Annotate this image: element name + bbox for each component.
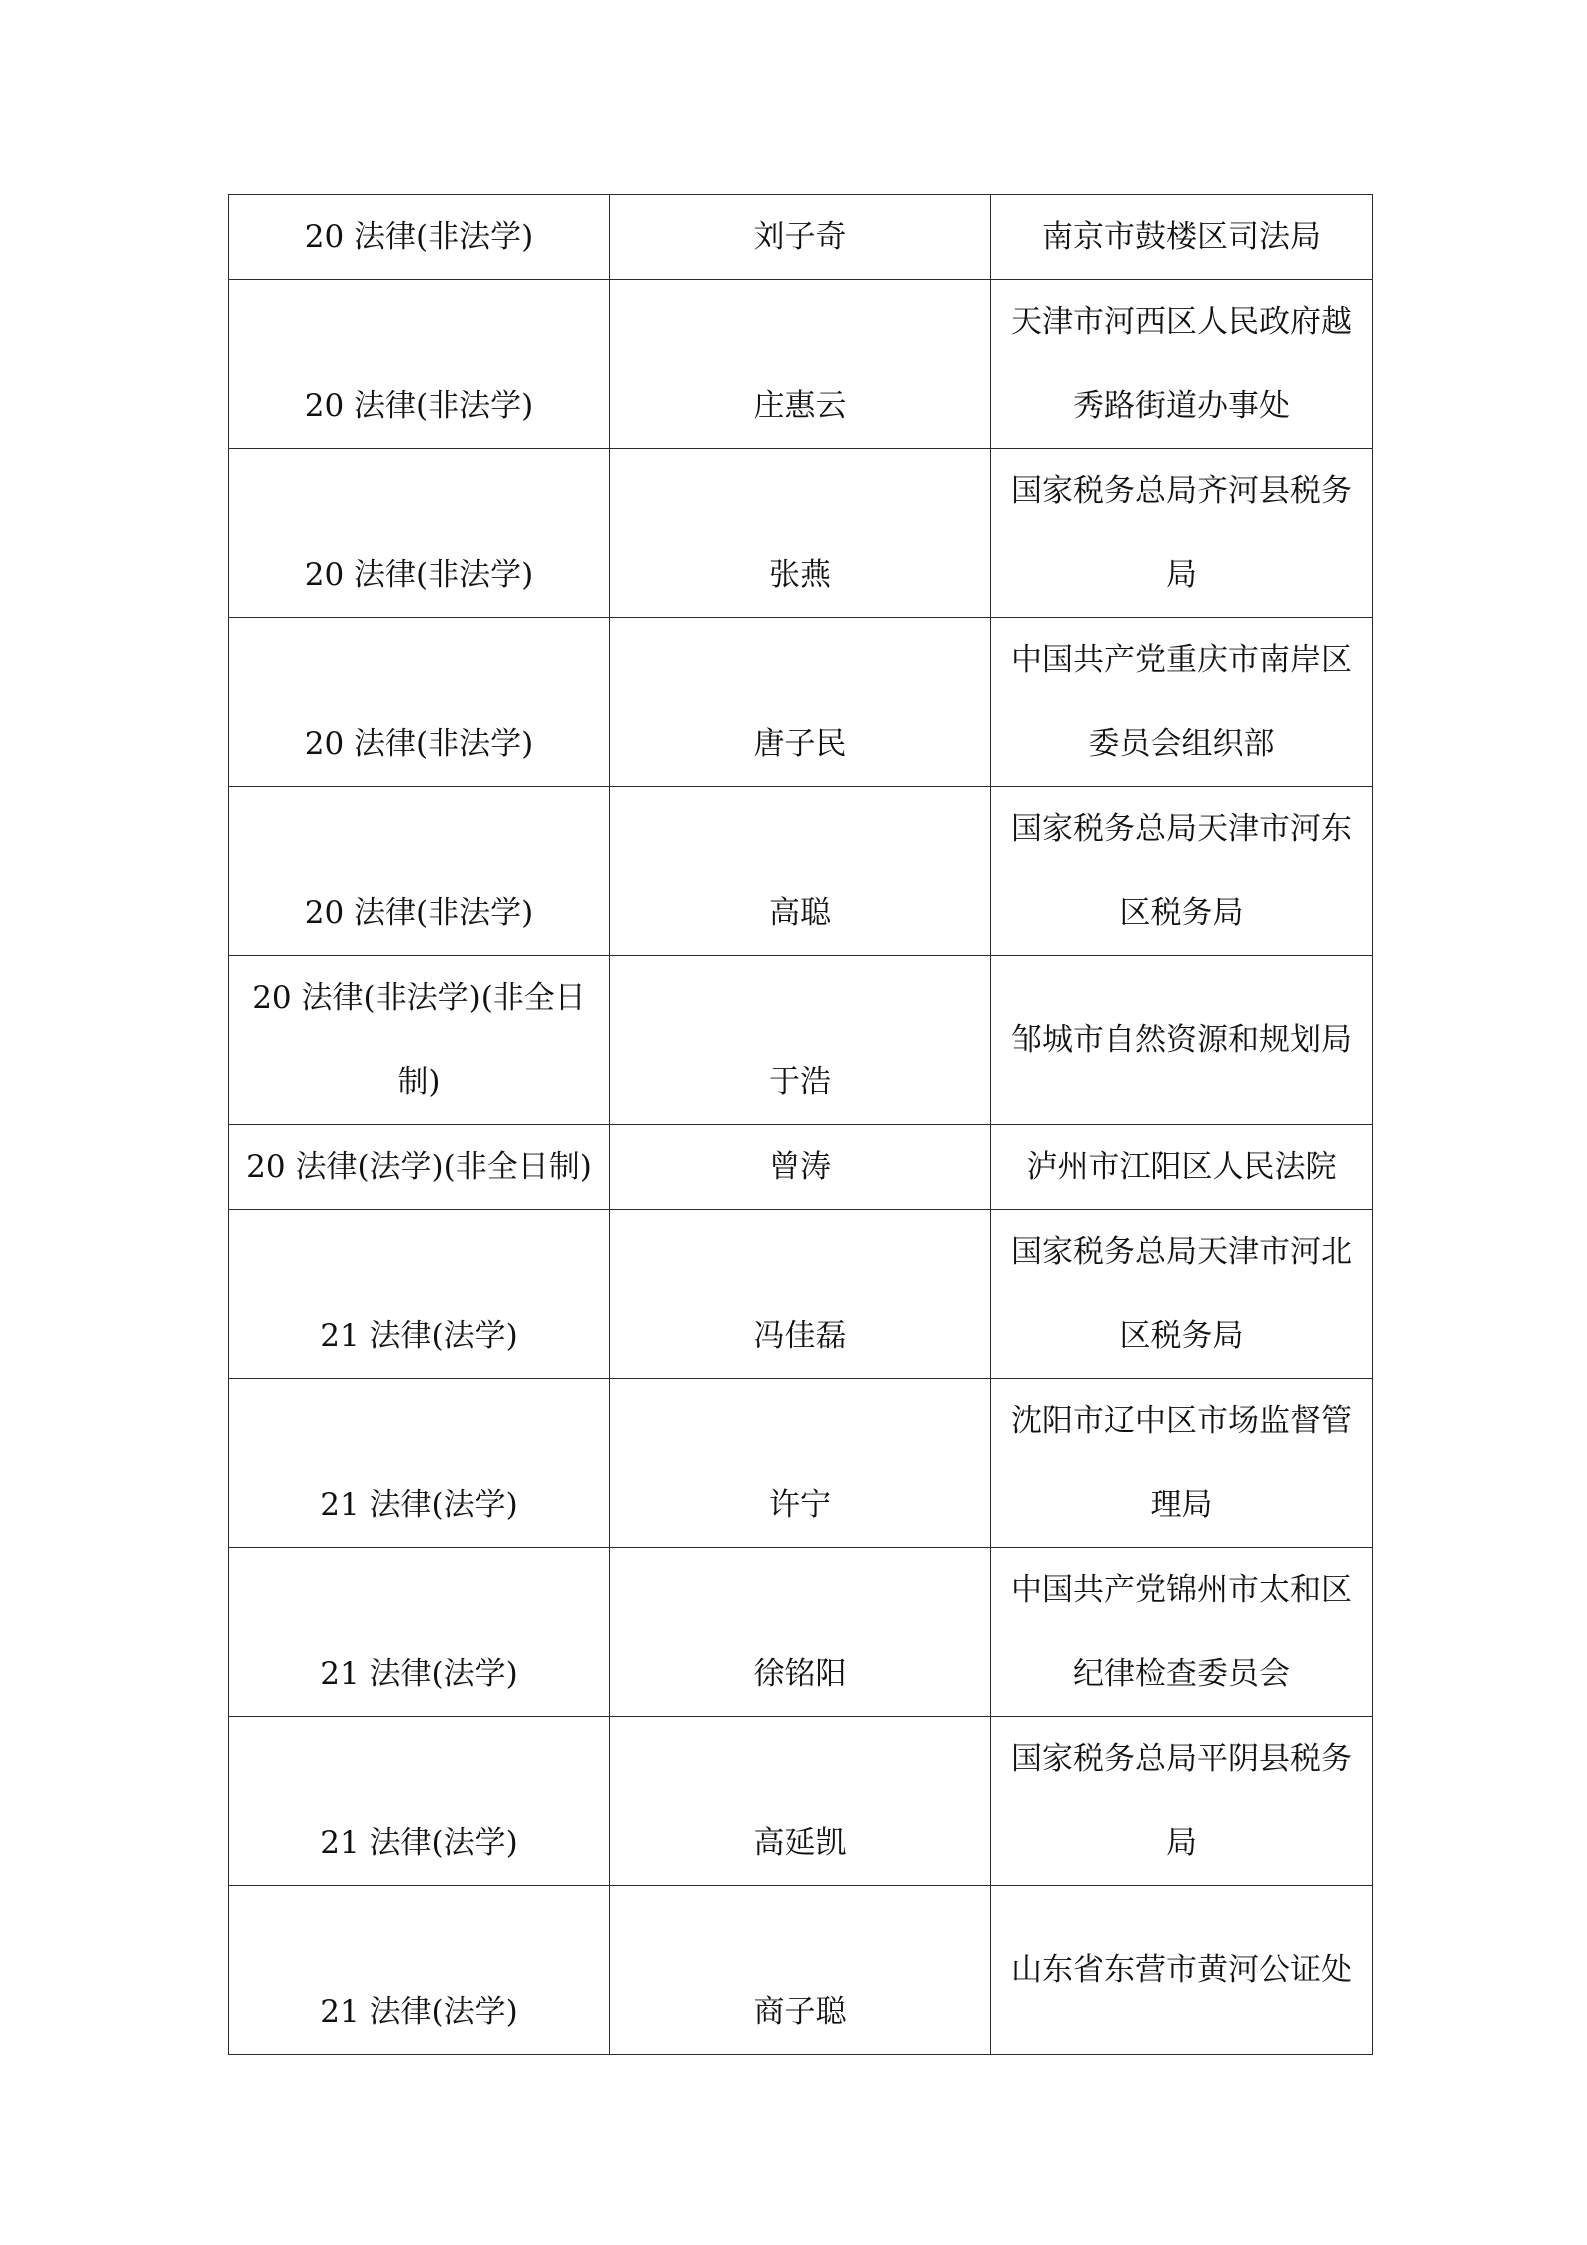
roster-table-body bbox=[229, 195, 1373, 2055]
table-row bbox=[229, 449, 1373, 618]
table-row bbox=[229, 956, 1373, 1125]
roster-table bbox=[228, 194, 1373, 2055]
class-cell: 20 法律(非法学) bbox=[229, 195, 610, 280]
name-cell: 高聪 bbox=[610, 787, 991, 956]
name-cell: 徐铭阳 bbox=[610, 1548, 991, 1717]
table-row bbox=[229, 1379, 1373, 1548]
unit-cell: 中国共产党锦州市太和区纪律检查委员会 bbox=[991, 1548, 1373, 1717]
class-cell: 20 法律(非法学) bbox=[229, 787, 610, 956]
table-row bbox=[229, 1210, 1373, 1379]
name-cell: 张燕 bbox=[610, 449, 991, 618]
unit-cell: 山东省东营市黄河公证处 bbox=[991, 1886, 1373, 2055]
unit-cell: 国家税务总局齐河县税务局 bbox=[991, 449, 1373, 618]
unit-cell: 沈阳市辽中区市场监督管理局 bbox=[991, 1379, 1373, 1548]
class-cell: 20 法律(法学)(非全日制) bbox=[229, 1125, 610, 1210]
unit-cell: 南京市鼓楼区司法局 bbox=[991, 195, 1373, 280]
unit-cell: 国家税务总局平阴县税务局 bbox=[991, 1717, 1373, 1886]
class-cell: 21 法律(法学) bbox=[229, 1886, 610, 2055]
unit-cell: 中国共产党重庆市南岸区委员会组织部 bbox=[991, 618, 1373, 787]
class-cell: 20 法律(非法学) bbox=[229, 449, 610, 618]
table-row bbox=[229, 280, 1373, 449]
table-row bbox=[229, 1125, 1373, 1210]
name-cell: 高延凯 bbox=[610, 1717, 991, 1886]
table-row bbox=[229, 1886, 1373, 2055]
name-cell: 曾涛 bbox=[610, 1125, 991, 1210]
class-cell: 20 法律(非法学)(非全日制) bbox=[229, 956, 610, 1125]
table-row bbox=[229, 787, 1373, 956]
unit-cell: 泸州市江阳区人民法院 bbox=[991, 1125, 1373, 1210]
unit-cell: 国家税务总局天津市河东区税务局 bbox=[991, 787, 1373, 956]
table-row bbox=[229, 1548, 1373, 1717]
class-cell: 21 法律(法学) bbox=[229, 1210, 610, 1379]
class-cell: 21 法律(法学) bbox=[229, 1548, 610, 1717]
unit-cell: 天津市河西区人民政府越秀路街道办事处 bbox=[991, 280, 1373, 449]
name-cell: 冯佳磊 bbox=[610, 1210, 991, 1379]
unit-cell: 国家税务总局天津市河北区税务局 bbox=[991, 1210, 1373, 1379]
class-cell: 21 法律(法学) bbox=[229, 1717, 610, 1886]
class-cell: 21 法律(法学) bbox=[229, 1379, 610, 1548]
table-row bbox=[229, 618, 1373, 787]
name-cell: 商子聪 bbox=[610, 1886, 991, 2055]
name-cell: 许宁 bbox=[610, 1379, 991, 1548]
unit-cell: 邹城市自然资源和规划局 bbox=[991, 956, 1373, 1125]
name-cell: 刘子奇 bbox=[610, 195, 991, 280]
table-row bbox=[229, 1717, 1373, 1886]
name-cell: 于浩 bbox=[610, 956, 991, 1125]
name-cell: 庄惠云 bbox=[610, 280, 991, 449]
class-cell: 20 法律(非法学) bbox=[229, 280, 610, 449]
class-cell: 20 法律(非法学) bbox=[229, 618, 610, 787]
table-row bbox=[229, 195, 1373, 280]
name-cell: 唐子民 bbox=[610, 618, 991, 787]
